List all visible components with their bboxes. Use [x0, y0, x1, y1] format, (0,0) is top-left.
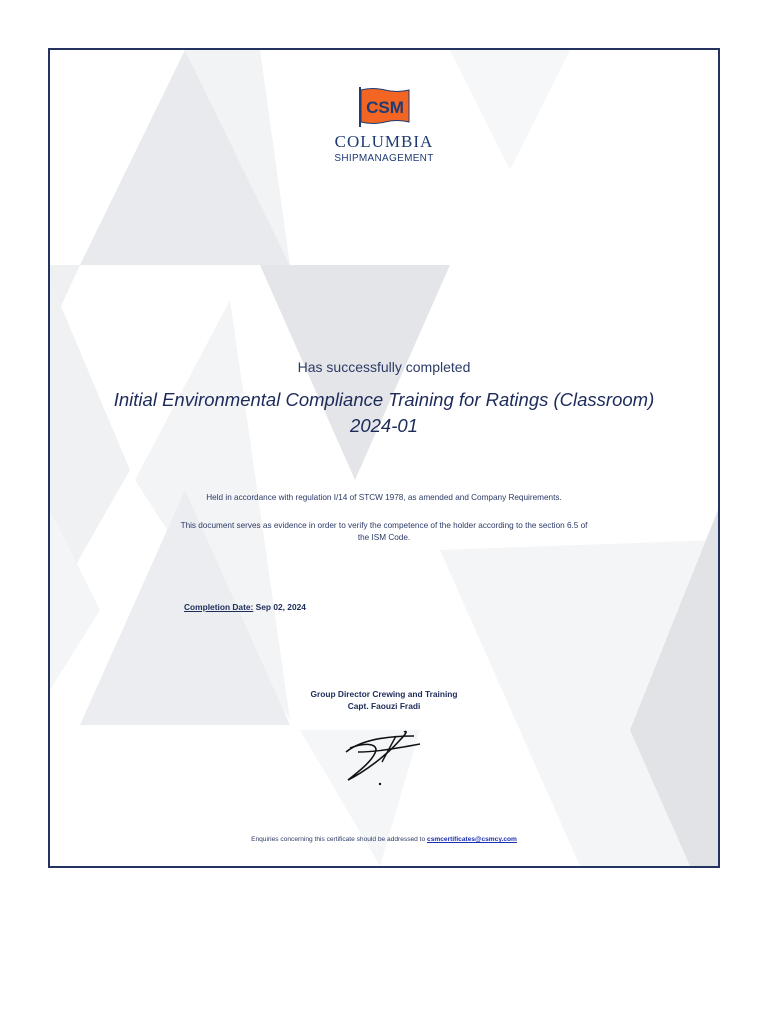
completion-date [184, 602, 306, 612]
signer-block [50, 688, 718, 712]
regulation-text: Held in accordance with regulation I/14 of STCW 1978, as amended and Company Requirements. [206, 493, 562, 502]
brand-subtitle: SHIPMANAGEMENT [334, 153, 434, 164]
footer-text: Enquiries concerning this certificate should be addressed to [251, 836, 426, 843]
signer-name: Capt. Faouzi Fradi [347, 701, 421, 711]
completion-date-label: Completion Date: [184, 602, 254, 612]
brand-name: COLUMBIA [334, 132, 434, 151]
certificate-page [48, 48, 720, 868]
company-logo [50, 86, 718, 166]
footer-enquiries [50, 836, 718, 843]
evidence-text: This document serves as evidence in order to verify the competence of the holder according to the section 6.5 of the ISM Code. [180, 521, 588, 542]
completion-date-value: Sep 02, 2024 [255, 602, 306, 612]
signer-title: Group Director Crewing and Training [310, 689, 458, 699]
footer-email-link[interactable]: csmcertificates@csmcy.com [427, 836, 517, 843]
csm-flag-icon [357, 86, 411, 128]
course-title [70, 387, 698, 439]
course-title-line2: 2024-01 [350, 415, 418, 436]
handwritten-signature [336, 722, 426, 792]
intro-text: Has successfully completed [297, 359, 471, 375]
svg-text:CSM: CSM [366, 98, 404, 117]
course-title-line1: Initial Environmental Compliance Training for Ratings (Classroom) [113, 389, 655, 410]
